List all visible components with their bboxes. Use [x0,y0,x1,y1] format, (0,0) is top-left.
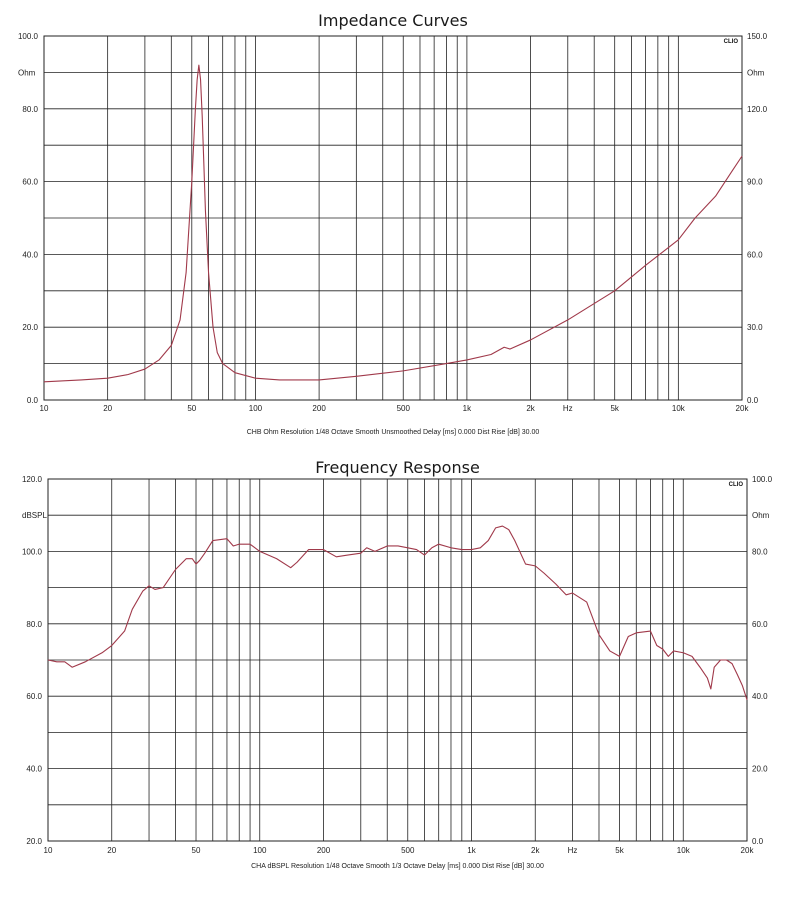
frequency-response-chart-svg [0,450,800,904]
impedance-y-tick-label: 20.0 [22,323,38,333]
impedance-y-tick-label: 60.0 [22,177,38,187]
impedance-y-unit-label: Ohm [18,68,36,78]
impedance-y2-tick-label: 90.0 [747,177,763,187]
frequency-caption: CHA dBSPL Resolution 1/48 Octave Smooth 1/3 Octave Delay [ms] 0.000 Dist Rise [dB] 30.00 [251,863,544,870]
impedance-x-tick-label: 200 [312,404,326,413]
frequency-x-tick-label: 100 [253,846,267,855]
frequency-y-unit-label: dBSPL [22,511,47,521]
impedance-x-tick-label: 5k [610,404,619,413]
frequency-y-tick-label: 120.0 [21,475,42,484]
frequency-y2-tick-label: 0.0 [752,837,764,846]
impedance-y2-unit-label: Ohm [747,68,765,78]
frequency-y-tick-label: 100.0 [21,547,42,557]
impedance-grid [44,36,742,400]
frequency-x-tick-label: 2k [531,846,540,855]
impedance-y-tick-label: 0.0 [26,396,38,405]
impedance-x-tick-label: 500 [396,404,410,413]
frequency-x-tick-label: 20 [107,846,117,855]
impedance-y2-tick-label: 0.0 [747,396,759,405]
impedance-x-tick-label: 50 [187,404,197,413]
frequency-y2-tick-label: 40.0 [752,692,768,702]
impedance-y-tick-label: 80.0 [22,104,38,114]
frequency-y2-tick-label: 100.0 [752,475,773,484]
frequency-x-tick-label: 10k [676,846,690,855]
frequency-series-line [48,526,747,700]
frequency-title: Frequency Response [315,458,480,477]
impedance-x-tick-label: 20k [735,404,749,413]
frequency-y-tick-label: 60.0 [26,692,42,702]
frequency-x-tick-label: 200 [316,846,331,855]
impedance-x-tick-label: 20 [103,404,113,413]
impedance-caption: CHB Ohm Resolution 1/48 Octave Smooth Unsmoothed Delay [ms] 0.000 Dist Rise [dB] 30.00 [246,429,540,436]
frequency-y2-unit-label: Ohm [752,511,770,521]
frequency-x-tick-label: 5k [615,846,624,855]
impedance-y-tick-label: 100.0 [17,32,38,41]
impedance-x-tick-label: 1k [462,404,472,413]
frequency-y2-tick-label: 60.0 [752,619,768,629]
frequency-x-tick-label: 20k [740,846,754,855]
frequency-y-tick-label: 20.0 [26,837,42,846]
impedance-y2-tick-label: 60.0 [747,250,763,260]
frequency-x-unit-label: Hz [567,846,578,855]
frequency-y-tick-label: 80.0 [26,619,42,629]
frequency-x-tick-label: 10 [43,846,53,855]
impedance-chart-svg [0,0,800,445]
impedance-y2-tick-label: 120.0 [747,104,768,114]
impedance-chart [0,0,800,445]
impedance-x-tick-label: 2k [526,404,535,413]
frequency-response-chart [0,450,800,904]
frequency-brand-label: CLIO [728,482,743,488]
impedance-y2-tick-label: 30.0 [747,323,763,333]
impedance-x-tick-label: 100 [248,404,263,413]
impedance-y2-tick-label: 150.0 [747,32,768,41]
frequency-grid [48,479,747,841]
impedance-title: Impedance Curves [318,11,468,30]
impedance-x-tick-label: 10k [671,404,685,413]
frequency-x-tick-label: 50 [191,846,201,855]
frequency-y2-tick-label: 20.0 [752,764,768,774]
impedance-x-unit-label: Hz [562,404,573,413]
impedance-y-tick-label: 40.0 [22,250,38,260]
frequency-y2-tick-label: 80.0 [752,547,768,557]
impedance-series-line [44,65,742,382]
impedance-brand-label: CLIO [723,39,738,45]
frequency-y-tick-label: 40.0 [26,764,42,774]
frequency-x-tick-label: 1k [467,846,476,855]
frequency-x-tick-label: 500 [401,846,415,855]
impedance-x-tick-label: 10 [39,404,49,413]
